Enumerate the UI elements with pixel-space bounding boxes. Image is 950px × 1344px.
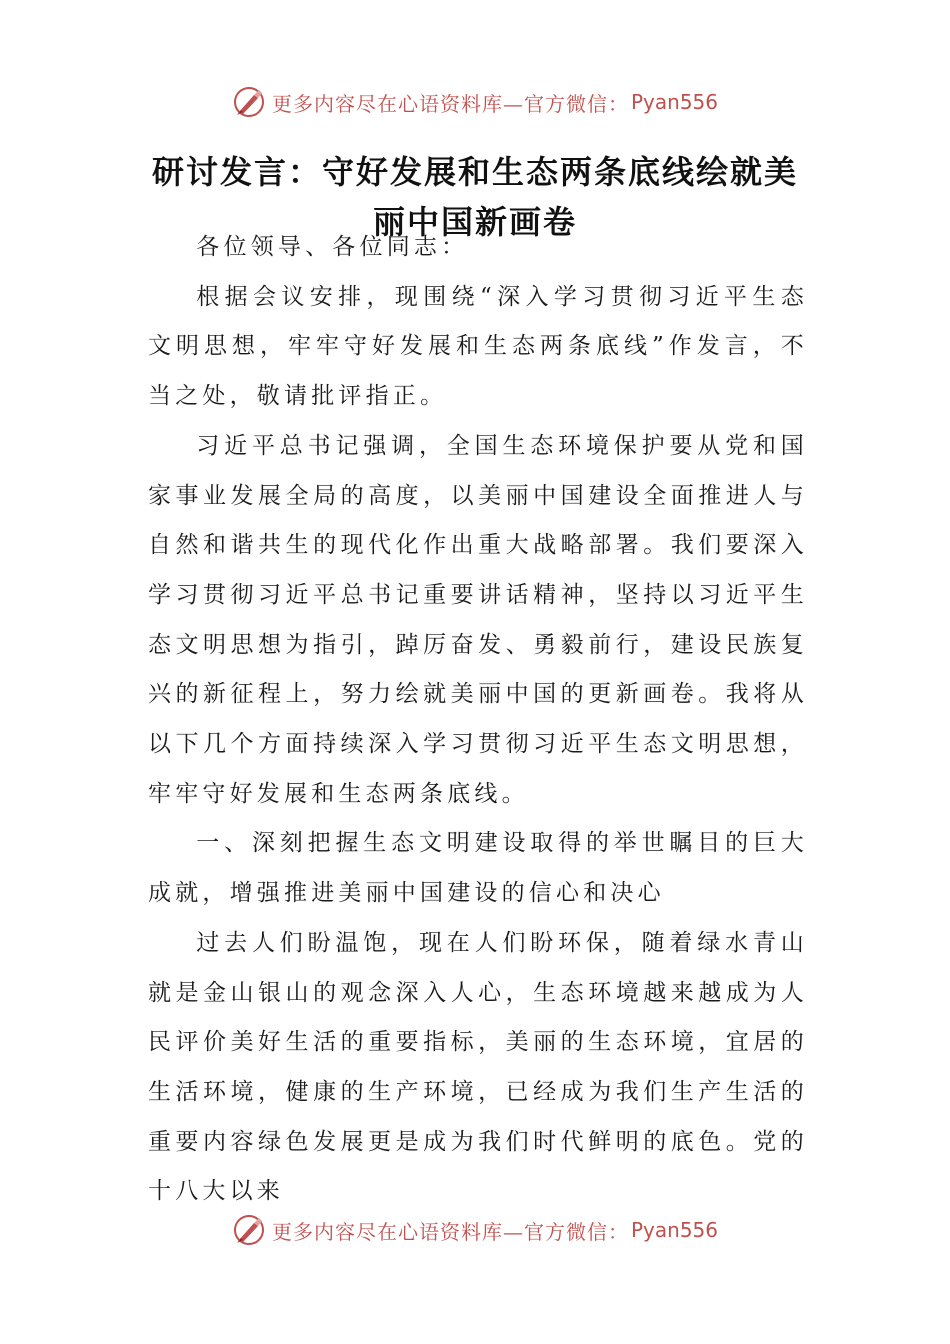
watermark-wechat-id: Pyan556 xyxy=(630,90,718,114)
watermark-footer xyxy=(0,1210,950,1250)
paragraph-main: 习近平总书记强调，全国生态环境保护要从党和国家事业发展全局的高度，以美丽中国建设全面推进人与自然和谐共生的现代化作出重大战略部署。我们要深入学习贯彻习近平总书记重要讲话精神，坚持以习近平生态文明思想为指引，踔厉奋发、勇毅前行，建设民族复兴的新征程上，努力绘就美丽中国的更新画卷。我将从以下几个方面持续深入学习贯彻习近平生态文明思想，牢牢守好发展和生态两条底线。 xyxy=(148,432,808,807)
paragraph-salutation: 各位领导、各位同志： xyxy=(196,234,469,260)
watermark-text: 更多内容尽在心语资料库—官方微信： xyxy=(271,1219,629,1244)
document-title: 研讨发言：守好发展和生态两条底线绘就美丽中国新画卷 xyxy=(151,153,798,241)
paragraph-section-1: 过去人们盼温饱，现在人们盼环保，随着绿水青山就是金山银山的观念深入人心，生态环境越来越成为人民评价美好生活的重要指标，美丽的生态环境，宜居的生活环境，健康的生产环境，已经成为我们生产生活的重要内容绿色发展更是成为我们时代鲜明的底色。党的十八大以来 xyxy=(148,929,808,1205)
section-heading-1: 一、深刻把握生态文明建设取得的举世瞩目的巨大成就，增强推进美丽中国建设的信心和决心 xyxy=(148,830,808,907)
paragraph-intro: 根据会议安排，现围绕“深入学习贯彻习近平生态文明思想，牢牢守好发展和生态两条底线”作发言，不当之处，敬请批评指正。 xyxy=(148,283,808,410)
watermark-text: 更多内容尽在心语资料库—官方微信： xyxy=(271,91,629,116)
watermark-wechat-id: Pyan556 xyxy=(630,1218,718,1242)
pen-circle-logo-icon xyxy=(232,85,266,119)
document-body xyxy=(148,223,808,1217)
pen-circle-logo-icon xyxy=(232,1213,266,1247)
watermark-header xyxy=(0,82,950,122)
